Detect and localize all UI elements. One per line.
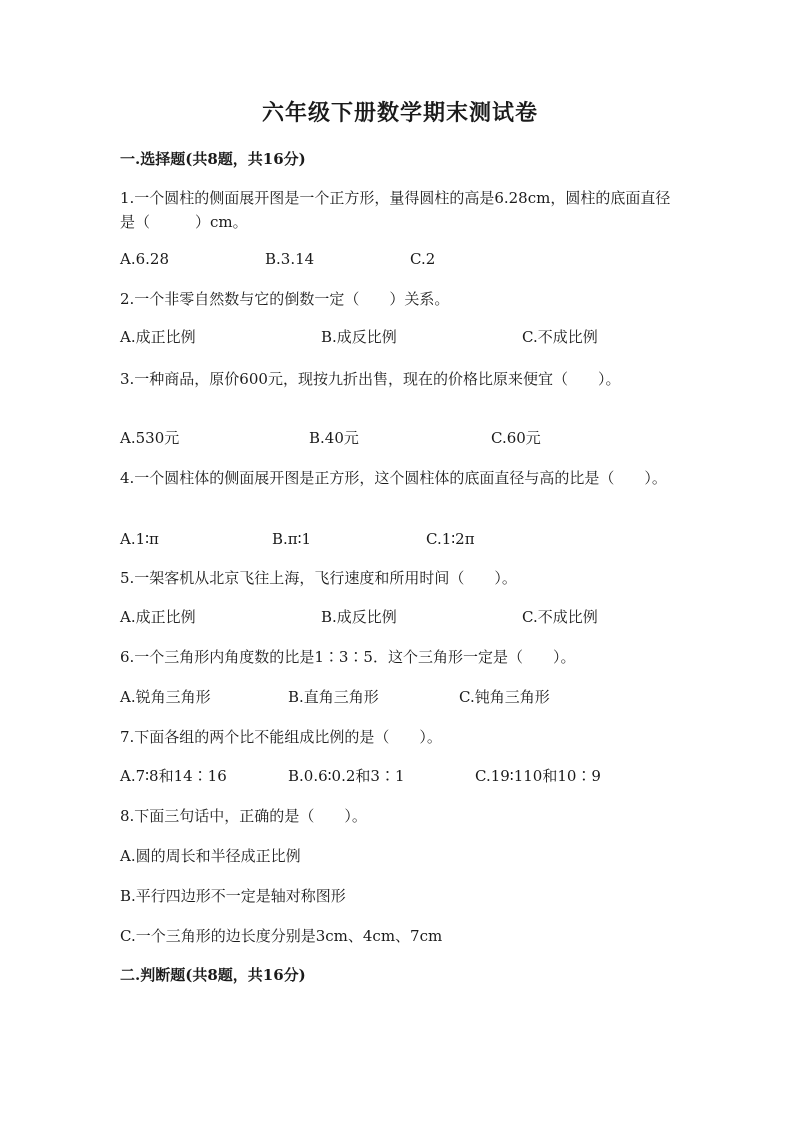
option-b: B.40元 [309,429,359,447]
option-a: A.成正比例 [120,328,196,346]
option-c: C.不成比例 [522,328,598,346]
option-a: A.7∶8和14∶16 [120,767,227,785]
question-2: 2.一个非零自然数与它的倒数一定（ ）关系。 [120,290,450,308]
question-1: 1.一个圆柱的侧面展开图是一个正方形，量得圆柱的高是6.28cm，圆柱的底面直径是（ ）cm。 [120,189,671,231]
option-b: B.3.14 [265,250,315,268]
option-a: A.成正比例 [120,608,196,626]
options-3 [120,426,720,450]
option-b: B.直角三角形 [288,688,379,706]
option-b: B.平行四边形不一定是轴对称图形 [120,887,346,905]
option-b: B.0.6∶0.2和3∶1 [288,767,405,785]
option-a: A.1∶π [120,530,159,548]
option-b: B.成反比例 [321,608,397,626]
options-7 [120,764,720,788]
option-b: B.π∶1 [272,530,312,548]
option-c: C.一个三角形的边长度分别是3cm、4cm、7cm [120,927,443,945]
option-a: A.圆的周长和半径成正比例 [120,847,301,865]
option-c: C.2 [410,250,436,268]
options-5 [120,605,720,629]
question-7: 7.下面各组的两个比不能组成比例的是（ ）。 [120,728,442,746]
section-heading-choice: 一.选择题(共8题，共16分) [120,150,306,168]
question-3: 3.一种商品，原价600元，现按九折出售，现在的价格比原来便宜（ ）。 [120,370,621,388]
options-6 [120,685,720,709]
option-c: C.钝角三角形 [459,688,550,706]
section-heading-judgement: 二.判断题(共8题，共16分) [120,966,306,984]
question-6: 6.一个三角形内角度数的比是1∶3∶5．这个三角形一定是（ ）。 [120,648,576,666]
page-title: 六年级下册数学期末测试卷 [261,100,538,126]
option-b: B.成反比例 [321,328,397,346]
option-a: A.6.28 [120,250,169,268]
option-c: C.不成比例 [522,608,598,626]
question-8: 8.下面三句话中，正确的是（ ）。 [120,807,367,825]
options-4 [120,527,720,551]
question-4: 4.一个圆柱体的侧面展开图是正方形，这个圆柱体的底面直径与高的比是（ ）。 [120,469,667,487]
option-c: C.1∶2π [426,530,475,548]
question-5: 5.一架客机从北京飞往上海，飞行速度和所用时间（ ）。 [120,569,517,587]
options-1 [120,247,720,271]
option-a: A.530元 [120,429,180,447]
option-a: A.锐角三角形 [120,688,211,706]
option-c: C.19∶110和10∶9 [475,767,601,785]
options-2 [120,325,720,349]
option-c: C.60元 [491,429,541,447]
